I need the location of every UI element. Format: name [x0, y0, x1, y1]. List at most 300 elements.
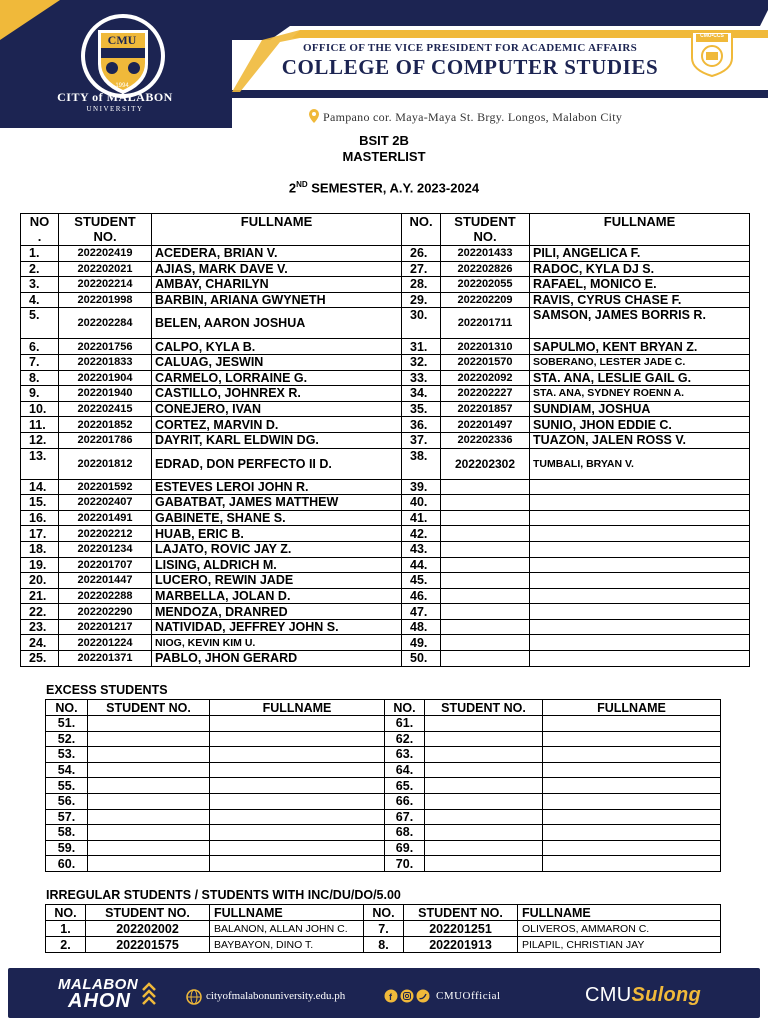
row-number: 56.: [46, 793, 88, 809]
student-number: [441, 588, 530, 604]
student-number-blank: [88, 793, 210, 809]
semester-text: SEMESTER, A.Y. 2023-2024: [307, 180, 480, 196]
header-no-left: NO .: [21, 214, 59, 246]
row-number: 49.: [402, 635, 441, 651]
table-row: [46, 793, 721, 809]
university-city: CITY of MALABON: [57, 90, 173, 104]
student-fullname: [530, 495, 750, 511]
student-number: 202202419: [59, 246, 152, 262]
row-number: 15.: [21, 495, 59, 511]
student-number: [441, 651, 530, 667]
student-fullname: OLIVEROS, AMMARON C.: [518, 921, 721, 937]
header-student-no-left: STUDENT NO.: [59, 214, 152, 246]
student-number: 202201371: [59, 651, 152, 667]
instagram-icon: [400, 989, 414, 1003]
row-number: 21.: [21, 588, 59, 604]
student-fullname-blank: [543, 809, 721, 825]
student-number-blank: [88, 731, 210, 747]
student-number: 202201857: [441, 401, 530, 417]
table-row: [21, 277, 750, 293]
student-fullname: BAYBAYON, DINO T.: [210, 937, 364, 953]
student-number: 202201756: [59, 339, 152, 355]
excess-header-student-no-left: STUDENT NO.: [88, 700, 210, 716]
student-fullname: STA. ANA, LESLIE GAIL G.: [530, 370, 750, 386]
student-fullname: [530, 526, 750, 542]
table-header-row: [46, 700, 721, 716]
table-row: [21, 386, 750, 402]
excess-header-student-no-right: STUDENT NO.: [425, 700, 543, 716]
footer: [0, 968, 768, 1024]
student-fullname: LUCERO, REWIN JADE: [152, 573, 402, 589]
table-row: [46, 809, 721, 825]
header-student-no-right: STUDENT NO.: [441, 214, 530, 246]
row-number: 8.: [364, 937, 404, 953]
table-row: [21, 604, 750, 620]
row-number: 33.: [402, 370, 441, 386]
row-number: 7.: [21, 354, 59, 370]
header-no-right: NO.: [402, 214, 441, 246]
student-number: 202202336: [441, 432, 530, 448]
table-row: [21, 261, 750, 277]
irregular-header-fullname-left: FULLNAME: [210, 905, 364, 921]
row-number: 13.: [21, 448, 59, 479]
student-fullname: [530, 557, 750, 573]
student-number: 202201570: [441, 354, 530, 370]
row-number: 64.: [385, 762, 425, 778]
table-row: [21, 432, 750, 448]
student-number-blank: [88, 809, 210, 825]
student-fullname-blank: [210, 762, 385, 778]
student-number: 202201310: [441, 339, 530, 355]
row-number: 68.: [385, 825, 425, 841]
row-number: 14.: [21, 479, 59, 495]
malabon-ahon-top: MALABON: [58, 976, 139, 993]
student-number: 202202209: [441, 292, 530, 308]
row-number: 48.: [402, 619, 441, 635]
student-number: [441, 495, 530, 511]
table-row: [21, 510, 750, 526]
student-fullname-blank: [543, 825, 721, 841]
table-row: [21, 588, 750, 604]
table-row: [21, 479, 750, 495]
student-number-blank: [425, 809, 543, 825]
student-number-blank: [425, 778, 543, 794]
student-number-blank: [425, 840, 543, 856]
excess-header-no-left: NO.: [46, 700, 88, 716]
student-fullname: [530, 573, 750, 589]
student-number: 202201497: [441, 417, 530, 433]
student-fullname: ACEDERA, BRIAN V.: [152, 246, 402, 262]
student-number: 202201913: [404, 937, 518, 953]
row-number: 35.: [402, 401, 441, 417]
student-fullname: TUAZON, JALEN ROSS V.: [530, 432, 750, 448]
semester-title: [0, 180, 768, 195]
row-number: 7.: [364, 921, 404, 937]
logo-text: CMU: [107, 33, 137, 47]
row-number: 46.: [402, 588, 441, 604]
student-number: 202202407: [59, 495, 152, 511]
student-fullname: EDRAD, DON PERFECTO II D.: [152, 448, 402, 479]
student-number: 202201592: [59, 479, 152, 495]
student-number: [441, 557, 530, 573]
student-fullname-blank: [210, 856, 385, 872]
student-number: [441, 619, 530, 635]
row-number: 70.: [385, 856, 425, 872]
row-number: 26.: [402, 246, 441, 262]
row-number: 59.: [46, 840, 88, 856]
row-number: 29.: [402, 292, 441, 308]
row-number: 57.: [46, 809, 88, 825]
student-fullname: SUNIO, JHON EDDIE C.: [530, 417, 750, 433]
row-number: 67.: [385, 809, 425, 825]
row-number: 10.: [21, 401, 59, 417]
table-row: [21, 354, 750, 370]
student-fullname: LAJATO, ROVIC JAY Z.: [152, 541, 402, 557]
facebook-icon: [384, 989, 398, 1003]
row-number: 5.: [21, 308, 59, 339]
student-number: 202201575: [86, 937, 210, 953]
student-number: 202201998: [59, 292, 152, 308]
student-fullname: [530, 479, 750, 495]
student-number: 202201433: [441, 246, 530, 262]
student-number: 202201940: [59, 386, 152, 402]
social-handle[interactable]: CMUOfficial: [436, 990, 501, 1002]
row-number: 25.: [21, 651, 59, 667]
row-number: 32.: [402, 354, 441, 370]
student-number: 202202212: [59, 526, 152, 542]
student-number: 202202290: [59, 604, 152, 620]
ccs-badge-text: CMU•CCS: [700, 33, 724, 39]
student-number: [441, 526, 530, 542]
student-number: 202202055: [441, 277, 530, 293]
student-fullname-blank: [543, 747, 721, 763]
student-fullname: [530, 635, 750, 651]
malabon-ahon-bottom: AHON: [68, 990, 131, 1012]
student-number: 202201852: [59, 417, 152, 433]
student-number-blank: [88, 747, 210, 763]
brand-cmu: CMU: [585, 984, 632, 1006]
semester-suffix: ND: [296, 180, 308, 189]
table-row: [46, 778, 721, 794]
student-fullname: PABLO, JHON GERARD: [152, 651, 402, 667]
student-fullname: [530, 619, 750, 635]
row-number: 41.: [402, 510, 441, 526]
table-row: [21, 573, 750, 589]
row-number: 61.: [385, 716, 425, 732]
table-row: [46, 716, 721, 732]
student-fullname-blank: [210, 731, 385, 747]
row-number: 27.: [402, 261, 441, 277]
student-fullname: CORTEZ, MARVIN D.: [152, 417, 402, 433]
student-fullname-blank: [543, 731, 721, 747]
row-number: 52.: [46, 731, 88, 747]
student-number: [441, 573, 530, 589]
table-row: [21, 246, 750, 262]
chevron-up-icon: [142, 980, 156, 1006]
irregular-students-title: IRREGULAR STUDENTS / STUDENTS WITH INC/DU/DO/5.00: [46, 888, 401, 902]
student-number-blank: [425, 716, 543, 732]
student-number-blank: [88, 762, 210, 778]
row-number: 39.: [402, 479, 441, 495]
irregular-header-fullname-right: FULLNAME: [518, 905, 721, 921]
row-number: 38.: [402, 448, 441, 479]
section-title: BSIT 2B: [359, 133, 409, 148]
student-fullname-blank: [543, 778, 721, 794]
table-row: [46, 747, 721, 763]
student-number: [441, 510, 530, 526]
student-number: 202201711: [441, 308, 530, 339]
row-number: 6.: [21, 339, 59, 355]
student-number-blank: [88, 716, 210, 732]
student-number: 202201251: [404, 921, 518, 937]
student-fullname-blank: [543, 762, 721, 778]
student-fullname: GABINETE, SHANE S.: [152, 510, 402, 526]
student-number-blank: [88, 856, 210, 872]
student-fullname: CALPO, KYLA B.: [152, 339, 402, 355]
website-link[interactable]: cityofmalabonuniversity.edu.ph: [206, 990, 346, 1002]
row-number: 37.: [402, 432, 441, 448]
row-number: 62.: [385, 731, 425, 747]
student-fullname: [530, 604, 750, 620]
row-number: 12.: [21, 432, 59, 448]
row-number: 16.: [21, 510, 59, 526]
student-number: 202202092: [441, 370, 530, 386]
university-label: UNIVERSITY: [86, 105, 144, 113]
student-fullname: ESTEVES LEROI JOHN R.: [152, 479, 402, 495]
row-number: 1.: [46, 921, 86, 937]
row-number: 51.: [46, 716, 88, 732]
row-number: 3.: [21, 277, 59, 293]
student-number: 202201707: [59, 557, 152, 573]
student-fullname: DAYRIT, KARL ELDWIN DG.: [152, 432, 402, 448]
table-row: [21, 541, 750, 557]
student-number: 202201833: [59, 354, 152, 370]
student-number: [441, 604, 530, 620]
student-number-blank: [425, 793, 543, 809]
row-number: 8.: [21, 370, 59, 386]
row-number: 17.: [21, 526, 59, 542]
student-number-blank: [425, 762, 543, 778]
header-fullname-right: FULLNAME: [530, 214, 750, 246]
cmu-sulong-brand: [585, 984, 701, 1007]
student-fullname: STA. ANA, SYDNEY ROENN A.: [530, 386, 750, 402]
student-number: 202202227: [441, 386, 530, 402]
table-row: [21, 370, 750, 386]
excess-students-table: [45, 699, 721, 872]
row-number: 36.: [402, 417, 441, 433]
row-number: 23.: [21, 619, 59, 635]
student-number-blank: [425, 825, 543, 841]
student-number: 202201217: [59, 619, 152, 635]
excess-header-fullname-left: FULLNAME: [210, 700, 385, 716]
row-number: 63.: [385, 747, 425, 763]
campus-address: Pampano cor. Maya-Maya St. Brgy. Longos, Malabon City: [323, 110, 623, 124]
header-fullname-left: FULLNAME: [152, 214, 402, 246]
row-number: 47.: [402, 604, 441, 620]
globe-icon: [186, 989, 202, 1005]
table-row: [21, 495, 750, 511]
brand-sulong: Sulong: [631, 984, 702, 1006]
table-row: [21, 526, 750, 542]
semester-ordinal: 2: [288, 180, 297, 196]
table-row: [46, 856, 721, 872]
table-row: [21, 339, 750, 355]
student-fullname: CARMELO, LORRAINE G.: [152, 370, 402, 386]
row-number: 65.: [385, 778, 425, 794]
student-fullname: CONEJERO, IVAN: [152, 401, 402, 417]
student-fullname-blank: [210, 809, 385, 825]
table-row: [21, 448, 750, 479]
student-fullname: AJIAS, MARK DAVE V.: [152, 261, 402, 277]
row-number: 44.: [402, 557, 441, 573]
row-number: 54.: [46, 762, 88, 778]
row-number: 31.: [402, 339, 441, 355]
student-number: 202201812: [59, 448, 152, 479]
student-number: [441, 541, 530, 557]
row-number: 50.: [402, 651, 441, 667]
table-row: [21, 308, 750, 339]
student-fullname-blank: [210, 793, 385, 809]
student-fullname-blank: [210, 840, 385, 856]
row-number: 55.: [46, 778, 88, 794]
table-row: [46, 762, 721, 778]
svg-text:f: f: [389, 992, 392, 1002]
student-number: 202202826: [441, 261, 530, 277]
student-fullname: BELEN, AARON JOSHUA: [152, 308, 402, 339]
location-pin-icon: [308, 109, 320, 123]
row-number: 40.: [402, 495, 441, 511]
student-fullname: SOBERANO, LESTER JADE C.: [530, 354, 750, 370]
student-fullname: SAMSON, JAMES BORRIS R.: [530, 308, 750, 339]
student-number: 202201491: [59, 510, 152, 526]
student-number: [441, 635, 530, 651]
table-row: [46, 840, 721, 856]
student-fullname: RAFAEL, MONICO E.: [530, 277, 750, 293]
student-number: 202202288: [59, 588, 152, 604]
student-fullname-blank: [543, 840, 721, 856]
table-row: [21, 651, 750, 667]
table-row: [21, 417, 750, 433]
masterlist-title: MASTERLIST: [342, 149, 426, 164]
row-number: 2.: [46, 937, 86, 953]
student-fullname: AMBAY, CHARILYN: [152, 277, 402, 293]
irregular-header-student-no-left: STUDENT NO.: [86, 905, 210, 921]
table-row: [21, 635, 750, 651]
student-number-blank: [88, 778, 210, 794]
row-number: 18.: [21, 541, 59, 557]
letterhead: [0, 0, 768, 128]
row-number: 9.: [21, 386, 59, 402]
irregular-header-no-right: NO.: [364, 905, 404, 921]
excess-header-fullname-right: FULLNAME: [543, 700, 721, 716]
row-number: 69.: [385, 840, 425, 856]
student-number: [441, 479, 530, 495]
student-fullname: MENDOZA, DRANRED: [152, 604, 402, 620]
student-fullname: PILAPIL, CHRISTIAN JAY: [518, 937, 721, 953]
student-fullname-blank: [543, 856, 721, 872]
row-number: 4.: [21, 292, 59, 308]
table-row: [21, 401, 750, 417]
student-number: 202202002: [86, 921, 210, 937]
row-number: 43.: [402, 541, 441, 557]
student-number: 202202302: [441, 448, 530, 479]
irregular-header-student-no-right: STUDENT NO.: [404, 905, 518, 921]
student-fullname-blank: [210, 778, 385, 794]
student-fullname: BARBIN, ARIANA GWYNETH: [152, 292, 402, 308]
masterlist-table: [20, 213, 750, 667]
office-title: OFFICE OF THE VICE PRESIDENT FOR ACADEMIC AFFAIRS: [302, 42, 638, 54]
table-row: [21, 619, 750, 635]
row-number: 1.: [21, 246, 59, 262]
college-title: COLLEGE OF COMPUTER STUDIES: [281, 55, 659, 79]
student-fullname: CASTILLO, JOHNREX R.: [152, 386, 402, 402]
row-number: 22.: [21, 604, 59, 620]
student-number-blank: [88, 825, 210, 841]
student-fullname: BALANON, ALLAN JOHN C.: [210, 921, 364, 937]
student-number: 202201904: [59, 370, 152, 386]
table-header-row: [21, 214, 750, 246]
student-number-blank: [425, 731, 543, 747]
twitter-icon: [416, 989, 430, 1003]
student-number: 202201234: [59, 541, 152, 557]
student-number: 202201447: [59, 573, 152, 589]
student-fullname: PILI, ANGELICA F.: [530, 246, 750, 262]
row-number: 19.: [21, 557, 59, 573]
student-fullname-blank: [543, 716, 721, 732]
table-header-row: [46, 905, 721, 921]
row-number: 42.: [402, 526, 441, 542]
table-row: [46, 921, 721, 937]
student-number-blank: [425, 747, 543, 763]
table-row: [46, 731, 721, 747]
student-fullname: RAVIS, CYRUS CHASE F.: [530, 292, 750, 308]
student-fullname: NIOG, KEVIN KIM U.: [152, 635, 402, 651]
student-fullname: [530, 651, 750, 667]
table-row: [46, 825, 721, 841]
row-number: 66.: [385, 793, 425, 809]
student-number: 202201786: [59, 432, 152, 448]
row-number: 20.: [21, 573, 59, 589]
row-number: 28.: [402, 277, 441, 293]
student-number: 202202214: [59, 277, 152, 293]
student-fullname: NATIVIDAD, JEFFREY JOHN S.: [152, 619, 402, 635]
excess-students-title: EXCESS STUDENTS: [46, 683, 168, 697]
student-fullname: SUNDIAM, JOSHUA: [530, 401, 750, 417]
student-fullname: [530, 510, 750, 526]
student-fullname-blank: [543, 793, 721, 809]
student-fullname: TUMBALI, BRYAN V.: [530, 448, 750, 479]
student-number: 202202284: [59, 308, 152, 339]
table-row: [21, 557, 750, 573]
student-fullname: [530, 541, 750, 557]
student-fullname-blank: [210, 747, 385, 763]
student-number: 202201224: [59, 635, 152, 651]
row-number: 11.: [21, 417, 59, 433]
student-fullname: HUAB, ERIC B.: [152, 526, 402, 542]
row-number: 2.: [21, 261, 59, 277]
student-number: 202202021: [59, 261, 152, 277]
student-number-blank: [88, 840, 210, 856]
irregular-students-table: [45, 904, 721, 953]
table-row: [46, 937, 721, 953]
student-fullname: SAPULMO, KENT BRYAN Z.: [530, 339, 750, 355]
student-fullname: LISING, ALDRICH M.: [152, 557, 402, 573]
table-row: [21, 292, 750, 308]
irregular-header-no-left: NO.: [46, 905, 86, 921]
student-fullname: RADOC, KYLA DJ S.: [530, 261, 750, 277]
student-number-blank: [425, 856, 543, 872]
row-number: 60.: [46, 856, 88, 872]
